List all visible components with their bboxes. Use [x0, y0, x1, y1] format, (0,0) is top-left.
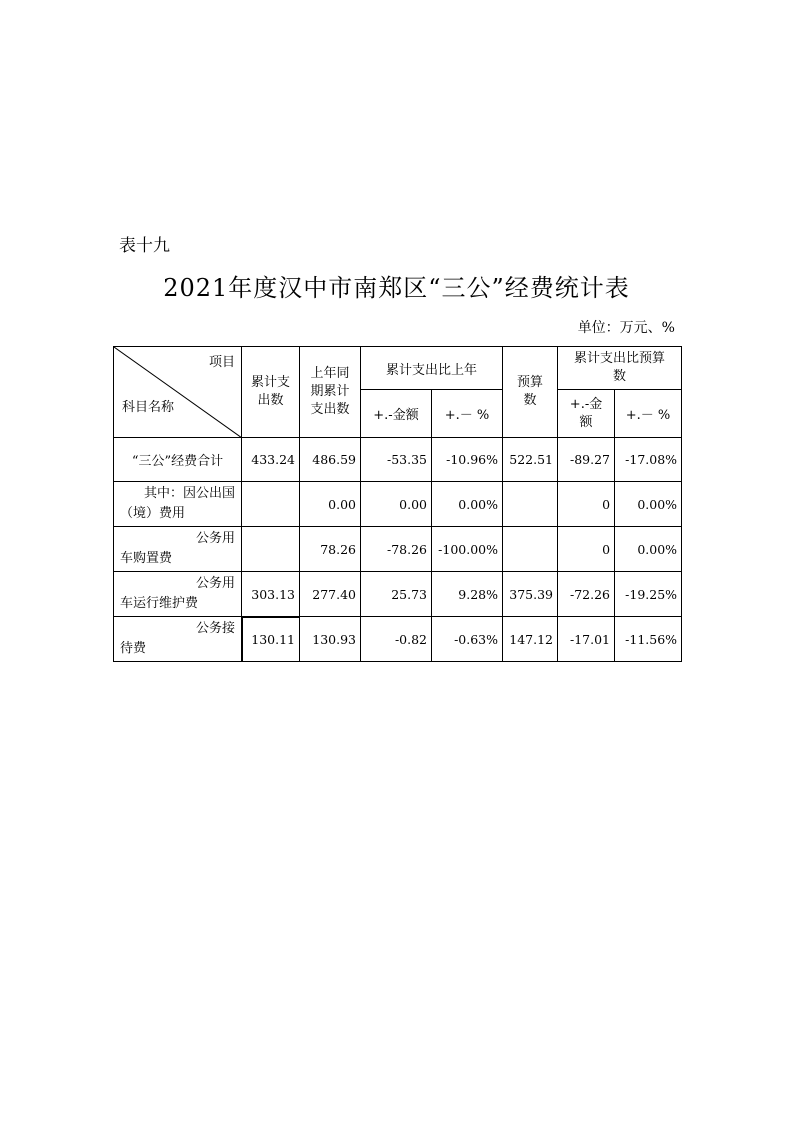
cell-prev: 486.59 — [300, 438, 361, 482]
cell-diff-prev: -0.82 — [361, 617, 432, 662]
cell-budget — [503, 482, 558, 527]
cell-pct-prev: -10.96% — [432, 438, 503, 482]
cell-prev: 130.93 — [300, 617, 361, 662]
cell-pct-budget: -19.25% — [615, 572, 682, 617]
cell-pct-budget: 0.00% — [615, 482, 682, 527]
cell-prev: 78.26 — [300, 527, 361, 572]
table-row — [114, 572, 682, 617]
cell-pct-prev: 9.28% — [432, 572, 503, 617]
cell-cumulative: 130.11 — [242, 617, 300, 662]
header-vs-prev-amount: +.-金额 — [361, 390, 432, 438]
table-row — [114, 527, 682, 572]
cell-pct-prev: 0.00% — [432, 482, 503, 527]
row-name: “三公”经费合计 — [114, 438, 242, 482]
header-cumulative: 累计支 出数 — [242, 347, 300, 438]
cell-diff-budget: -72.26 — [558, 572, 615, 617]
cell-diff-prev: -78.26 — [361, 527, 432, 572]
header-prev-year: 上年同 期累计 支出数 — [300, 347, 361, 438]
cell-budget: 147.12 — [503, 617, 558, 662]
header-vs-budget-group: 累计支出比预算 数 — [558, 347, 682, 390]
cell-prev: 0.00 — [300, 482, 361, 527]
cell-prev: 277.40 — [300, 572, 361, 617]
cell-budget — [503, 527, 558, 572]
cell-pct-budget: 0.00% — [615, 527, 682, 572]
unit-note: 单位：万元、% — [577, 320, 675, 336]
header-budget: 预算 数 — [503, 347, 558, 438]
header-vs-budget-pct: +.－ % — [615, 390, 682, 438]
cell-diff-budget: -17.01 — [558, 617, 615, 662]
page-title: 2021年度汉中市南郑区“三公”经费统计表 — [163, 274, 630, 302]
cell-pct-budget: -17.08% — [615, 438, 682, 482]
cell-budget: 375.39 — [503, 572, 558, 617]
header-vs-prev-pct: +.－ % — [432, 390, 503, 438]
statistics-table — [113, 346, 682, 662]
row-name: 其中：因公出国 （境）费用 — [114, 482, 242, 527]
table-label: 表十九 — [119, 236, 170, 256]
cell-diff-budget: -89.27 — [558, 438, 615, 482]
cell-cumulative — [242, 527, 300, 572]
table-row-total — [114, 438, 682, 482]
table-row — [114, 482, 682, 527]
header-vs-budget-amount: +.-金 额 — [558, 390, 615, 438]
row-name: 公务用 车购置费 — [114, 527, 242, 572]
cell-pct-prev: -0.63% — [432, 617, 503, 662]
cell-diff-prev: 25.73 — [361, 572, 432, 617]
table-row — [114, 617, 682, 662]
cell-diff-prev: 0.00 — [361, 482, 432, 527]
row-name: 公务接 待费 — [114, 617, 242, 662]
cell-diff-budget: 0 — [558, 482, 615, 527]
corner-header-cell — [114, 347, 242, 438]
header-vs-prev-group: 累计支出比上年 — [361, 347, 503, 390]
corner-header-subject: 科目名称 — [122, 400, 175, 415]
cell-diff-budget: 0 — [558, 527, 615, 572]
cell-pct-budget: -11.56% — [615, 617, 682, 662]
cell-budget: 522.51 — [503, 438, 558, 482]
cell-diff-prev: -53.35 — [361, 438, 432, 482]
cell-cumulative: 303.13 — [242, 572, 300, 617]
cell-cumulative: 433.24 — [242, 438, 300, 482]
cell-pct-prev: -100.00% — [432, 527, 503, 572]
row-name: 公务用 车运行维护费 — [114, 572, 242, 617]
header-row-1 — [114, 347, 682, 390]
corner-header-item: 项目 — [208, 355, 235, 370]
cell-cumulative — [242, 482, 300, 527]
